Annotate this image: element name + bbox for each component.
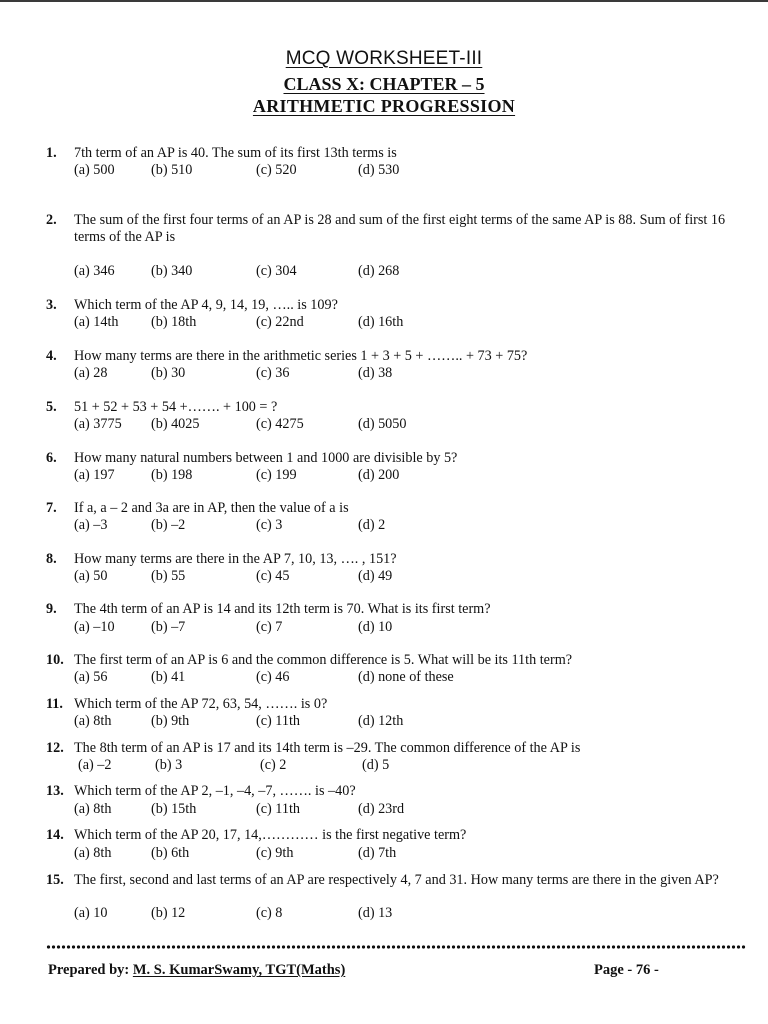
question-text: 7th term of an AP is 40. The sum of its first 13th terms is bbox=[74, 145, 397, 161]
option-d: (d) 7th bbox=[358, 845, 397, 861]
option-b: (b) 510 bbox=[151, 162, 193, 178]
option-b: (b) 3 bbox=[155, 757, 183, 773]
question-11-options bbox=[74, 713, 674, 730]
question-text: The sum of the first four terms of an AP is 28 and sum of the first eight terms of the same AP is 88. Sum of first 16 terms of the AP is bbox=[74, 212, 726, 245]
question-number: 7. bbox=[46, 500, 57, 516]
question-number: 5. bbox=[46, 399, 57, 415]
question-text: The 8th term of an AP is 17 and its 14th term is –29. The common difference of the AP is bbox=[74, 740, 581, 756]
page-footer bbox=[48, 962, 748, 982]
option-b: (b) 340 bbox=[151, 263, 193, 279]
top-rule bbox=[0, 0, 768, 2]
option-d: (d) 530 bbox=[358, 162, 400, 178]
option-d: (d) none of these bbox=[358, 669, 454, 685]
worksheet-title-text: MCQ WORKSHEET-III bbox=[285, 48, 483, 69]
option-a: (a) 8th bbox=[74, 801, 112, 817]
question-text: Which term of the AP 20, 17, 14,………… is the first negative term? bbox=[74, 827, 467, 843]
question-text: Which term of the AP 4, 9, 14, 19, ….. is 109? bbox=[74, 297, 338, 313]
option-a: (a) –3 bbox=[74, 517, 108, 533]
question-number: 14. bbox=[46, 827, 64, 843]
question-text: Which term of the AP 2, –1, –4, –7, ……. is –40? bbox=[74, 783, 356, 799]
option-c: (c) 199 bbox=[256, 467, 297, 483]
option-c: (c) 4275 bbox=[256, 416, 304, 432]
question-12-options bbox=[78, 757, 678, 774]
option-a: (a) 10 bbox=[74, 905, 108, 921]
question-text: The 4th term of an AP is 14 and its 12th term is 70. What is its first term? bbox=[74, 601, 491, 617]
option-d: (d) 5050 bbox=[358, 416, 407, 432]
question-text: How many natural numbers between 1 and 1000 are divisible by 5? bbox=[74, 450, 458, 466]
question-2 bbox=[46, 212, 746, 246]
question-15 bbox=[46, 872, 746, 906]
option-c: (c) 8 bbox=[256, 905, 283, 921]
question-number: 9. bbox=[46, 601, 57, 617]
option-a: (a) 3775 bbox=[74, 416, 122, 432]
question-number: 11. bbox=[46, 696, 63, 712]
question-number: 13. bbox=[46, 783, 64, 799]
option-c: (c) 7 bbox=[256, 619, 283, 635]
dotted-divider bbox=[46, 944, 746, 950]
question-number: 12. bbox=[46, 740, 64, 756]
question-number: 8. bbox=[46, 551, 57, 567]
option-d: (d) 12th bbox=[358, 713, 404, 729]
option-a: (a) 197 bbox=[74, 467, 115, 483]
question-number: 6. bbox=[46, 450, 57, 466]
question-7-options bbox=[74, 517, 674, 534]
option-c: (c) 11th bbox=[256, 713, 300, 729]
option-c: (c) 3 bbox=[256, 517, 283, 533]
question-2-options bbox=[74, 263, 674, 280]
class-chapter-heading bbox=[0, 74, 768, 95]
option-c: (c) 22nd bbox=[256, 314, 304, 330]
question-6-options bbox=[74, 467, 674, 484]
question-number: 3. bbox=[46, 297, 57, 313]
question-text: If a, a – 2 and 3a are in AP, then the value of a is bbox=[74, 500, 349, 516]
option-a: (a) 56 bbox=[74, 669, 108, 685]
option-c: (c) 2 bbox=[260, 757, 287, 773]
option-b: (b) –2 bbox=[151, 517, 186, 533]
question-14-options bbox=[74, 845, 674, 862]
option-d: (d) 13 bbox=[358, 905, 393, 921]
option-b: (b) –7 bbox=[151, 619, 186, 635]
option-a: (a) –10 bbox=[74, 619, 115, 635]
option-b: (b) 55 bbox=[151, 568, 186, 584]
option-b: (b) 15th bbox=[151, 801, 197, 817]
subject-heading bbox=[0, 96, 768, 117]
option-a: (a) 8th bbox=[74, 713, 112, 729]
page-number: Page - 76 - bbox=[594, 962, 659, 978]
question-number: 4. bbox=[46, 348, 57, 364]
option-c: (c) 304 bbox=[256, 263, 297, 279]
option-a: (a) 500 bbox=[74, 162, 115, 178]
option-c: (c) 11th bbox=[256, 801, 300, 817]
question-number: 10. bbox=[46, 652, 64, 668]
question-text: Which term of the AP 72, 63, 54, ……. is 0? bbox=[74, 696, 328, 712]
option-b: (b) 12 bbox=[151, 905, 186, 921]
worksheet-title bbox=[0, 48, 768, 70]
class-chapter-text: CLASS X: CHAPTER – 5 bbox=[283, 74, 485, 94]
option-d: (d) 268 bbox=[358, 263, 400, 279]
question-text: The first term of an AP is 6 and the common difference is 5. What will be its 11th term? bbox=[74, 652, 573, 668]
option-a: (a) 50 bbox=[74, 568, 108, 584]
option-b: (b) 41 bbox=[151, 669, 186, 685]
question-number: 15. bbox=[46, 872, 64, 888]
prepared-label: Prepared by: bbox=[48, 962, 130, 978]
question-text: The first, second and last terms of an AP are respectively 4, 7 and 31. How many terms are there in the given AP? bbox=[74, 872, 719, 888]
option-a: (a) 8th bbox=[74, 845, 112, 861]
option-d: (d) 2 bbox=[358, 517, 386, 533]
option-b: (b) 198 bbox=[151, 467, 193, 483]
option-d: (d) 16th bbox=[358, 314, 404, 330]
option-b: (b) 9th bbox=[151, 713, 190, 729]
option-b: (b) 6th bbox=[151, 845, 190, 861]
option-c: (c) 520 bbox=[256, 162, 297, 178]
option-b: (b) 18th bbox=[151, 314, 197, 330]
option-d: (d) 38 bbox=[358, 365, 393, 381]
question-1-options bbox=[74, 162, 674, 179]
footer-credit bbox=[48, 962, 345, 979]
question-4-options bbox=[74, 365, 674, 382]
author-name: M. S. KumarSwamy, TGT(Maths) bbox=[132, 962, 346, 978]
question-15-options bbox=[74, 905, 674, 922]
option-d: (d) 10 bbox=[358, 619, 393, 635]
question-13-options bbox=[74, 801, 674, 818]
question-number: 2. bbox=[46, 212, 57, 228]
option-b: (b) 30 bbox=[151, 365, 186, 381]
question-9-options bbox=[74, 619, 674, 636]
question-number: 1. bbox=[46, 145, 57, 161]
option-b: (b) 4025 bbox=[151, 416, 200, 432]
option-c: (c) 9th bbox=[256, 845, 294, 861]
option-c: (c) 36 bbox=[256, 365, 290, 381]
option-a: (a) 14th bbox=[74, 314, 119, 330]
option-d: (d) 23rd bbox=[358, 801, 405, 817]
question-5-options bbox=[74, 416, 674, 433]
option-a: (a) 346 bbox=[74, 263, 115, 279]
question-10-options bbox=[74, 669, 674, 686]
question-8-options bbox=[74, 568, 674, 585]
question-text: How many terms are there in the AP 7, 10, 13, …. , 151? bbox=[74, 551, 397, 567]
subject-text: ARITHMETIC PROGRESSION bbox=[252, 96, 516, 116]
option-c: (c) 46 bbox=[256, 669, 290, 685]
question-text: 51 + 52 + 53 + 54 +……. + 100 = ? bbox=[74, 399, 278, 415]
option-c: (c) 45 bbox=[256, 568, 290, 584]
question-text: How many terms are there in the arithmetic series 1 + 3 + 5 + …….. + 73 + 75? bbox=[74, 348, 528, 364]
option-d: (d) 5 bbox=[362, 757, 390, 773]
question-3-options bbox=[74, 314, 674, 331]
option-d: (d) 200 bbox=[358, 467, 400, 483]
option-a: (a) 28 bbox=[74, 365, 108, 381]
option-d: (d) 49 bbox=[358, 568, 393, 584]
option-a: (a) –2 bbox=[78, 757, 112, 773]
